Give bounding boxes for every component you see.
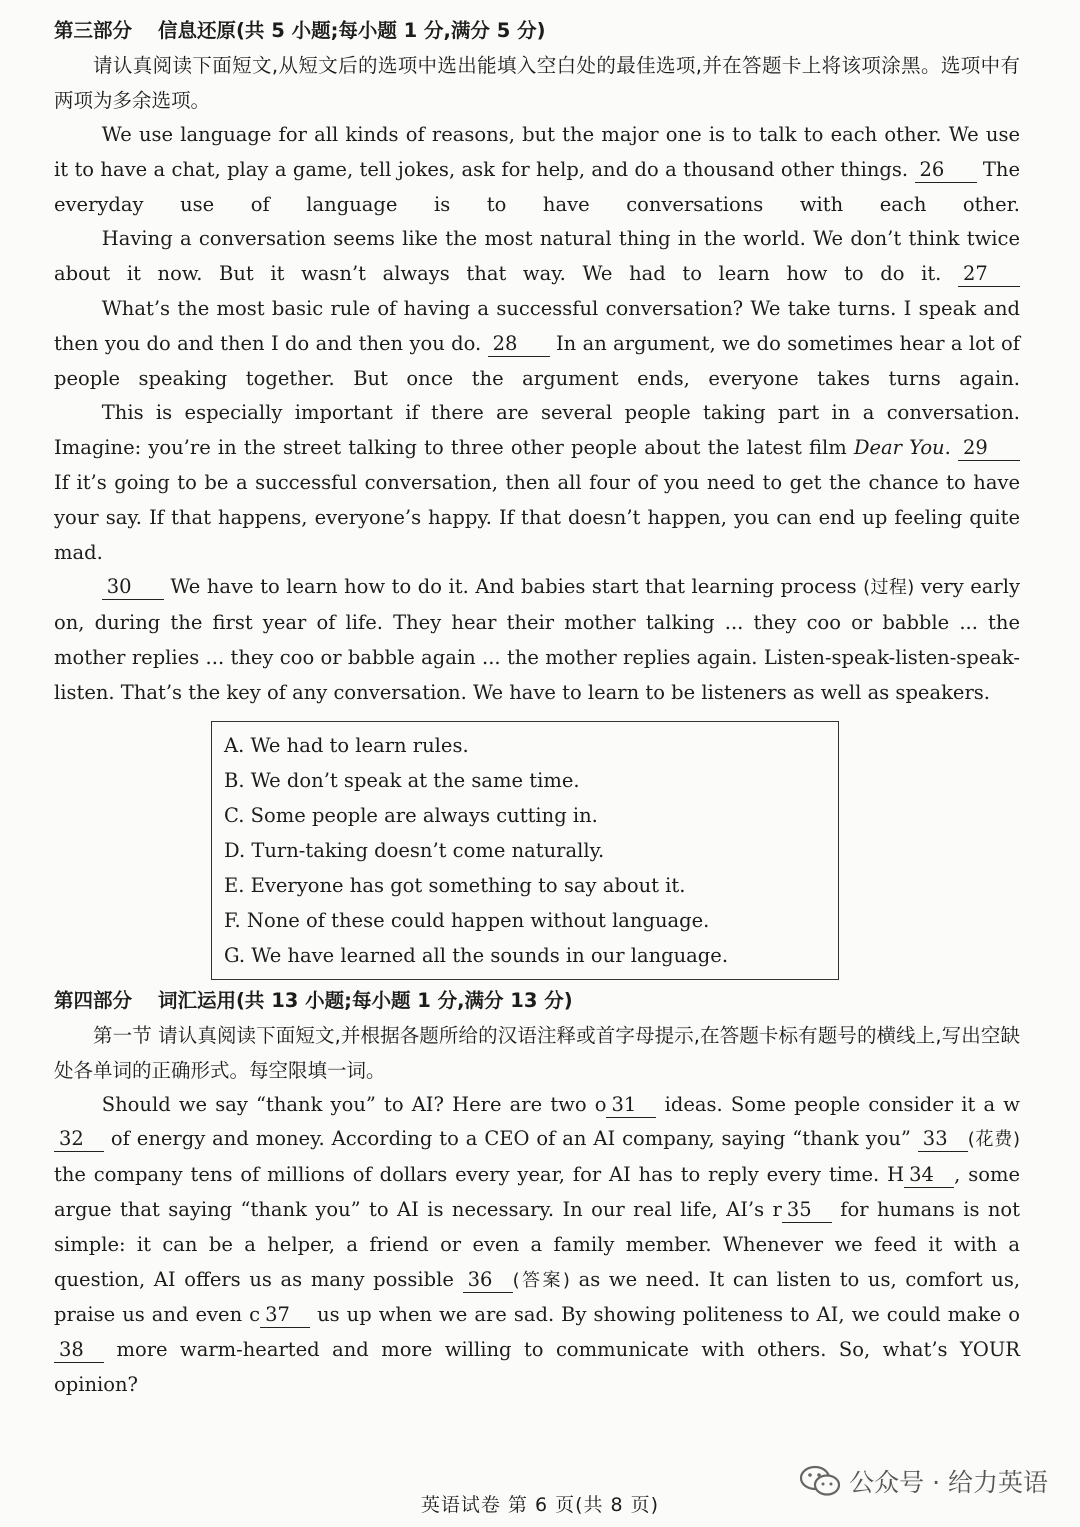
part4-passage: Should we say “thank you” to AI? Here are two o 31 ideas. Some people consider it a w32 of energy and money. According to a CEO of an AI company, saying “thank you” 33 (花费) the company tens of millions of dollars every year, for AI has to reply every time. H 34 , some argue that saying “thank you” to AI is necessary. In our real life, AI’s r 35 for humans is not simple: it can be a helper, a friend or even a family member. Whenever we feed it with a question, AI offers us as many possible 36 (答案) as we need. It can listen to us, comfort us, praise us and even c 37 us up when we are sad. By showing politeness to AI, we could make o38 more warm-hearted and more willing to communicate with others. So, what’s YOUR opinion? xyxy=(54,1092,1021,1396)
part3-title: 信息还原(共 5 小题;每小题 1 分,满分 5 分) xyxy=(158,19,546,42)
blank-31[interactable]: 31 xyxy=(606,1093,656,1118)
part4-instruction: 第一节 请认真阅读下面短文,并根据各题所给的汉语注释或首字母提示,在答题卡标有题号的横线上,写出空缺处各单词的正确形式。每空限填一词。 xyxy=(54,1023,1020,1082)
paragraph-5: 30 We have to learn how to do it. And babies start that learning process (过程) very early on, during the first year of life. They hear their mother talking ... they coo or babble ... the mother replies ... they coo or babble again ... the mother replies again. Listen-speak-listen-speak-listen. That’s the key of any conversation. We have to learn to be listeners as well as speakers. xyxy=(54,575,1020,704)
part3-heading xyxy=(54,14,1020,48)
hint-33: (花费) xyxy=(967,1129,1021,1151)
blank-30[interactable]: 30 xyxy=(102,575,164,600)
option-f: F. None of these could happen without language. xyxy=(224,908,710,932)
paragraph-4: This is especially important if there are several people taking part in a conversation. Imagine: you’re in the street talking to three other people about the latest film Dear You. 29 If it’s going to be a successful conversation, then all four of you need to get the chance to have your say. If that happens, everyone’s happy. If that doesn’t happen, you can end up feeling quite mad. xyxy=(54,401,1020,564)
blank-36[interactable]: 36 xyxy=(463,1268,513,1293)
paragraph-2: Having a conversation seems like the most natural thing in the world. We don’t think twice about it now. But it wasn’t always that way. We had to learn how to do it. 27 xyxy=(54,227,1020,286)
blank-34[interactable]: 34 xyxy=(904,1163,954,1188)
page-footer: 英语试卷 第 6 页(共 8 页) xyxy=(420,1494,660,1516)
film-title: Dear You xyxy=(853,436,945,460)
watermark-text: 公众号 · 给力英语 xyxy=(849,1468,1048,1497)
part4-title: 词汇运用(共 13 小题;每小题 1 分,满分 13 分) xyxy=(158,988,573,1012)
option-d: D. Turn-taking doesn’t come naturally. xyxy=(224,838,605,862)
blank-28[interactable]: 28 xyxy=(488,332,550,357)
blank-35[interactable]: 35 xyxy=(782,1198,832,1223)
paragraph-1: We use language for all kinds of reasons, but the major one is to talk to each other. We use it to have a chat, play a game, tell jokes, ask for help, and do a thousand other things. 26 The everyday use of language is to have conversations with each other. xyxy=(54,123,1020,216)
blank-32[interactable]: 32 xyxy=(54,1127,104,1152)
exam-page xyxy=(54,14,1020,1403)
options-box xyxy=(211,721,839,980)
hint-36: (答案) xyxy=(512,1269,570,1291)
blank-27[interactable]: 27 xyxy=(958,262,1020,287)
blank-26[interactable]: 26 xyxy=(915,158,977,183)
option-g: G. We have learned all the sounds in our language. xyxy=(224,943,729,967)
part3-label: 第三部分 xyxy=(54,19,133,42)
paragraph-3: What’s the most basic rule of having a successful conversation? We take turns. I speak and then you do and then I do and then you do. 28 In an argument, we do sometimes hear a lot of people speaking together. But once the argument ends, everyone takes turns again. xyxy=(54,296,1020,390)
option-e: E. Everyone has got something to say about it. xyxy=(224,873,686,897)
part4-label: 第四部分 xyxy=(54,988,133,1012)
blank-38[interactable]: 38 xyxy=(54,1338,104,1363)
blank-33[interactable]: 33 xyxy=(918,1127,968,1152)
blank-29[interactable]: 29 xyxy=(958,436,1020,461)
part3-instruction: 请认真阅读下面短文,从短文后的选项中选出能填入空白处的最佳选项,并在答题卡上将该项涂黑。选项中有两项为多余选项。 xyxy=(54,54,1020,112)
blank-37[interactable]: 37 xyxy=(260,1303,310,1328)
part4-heading xyxy=(54,984,1020,1018)
option-c: C. Some people are always cutting in. xyxy=(224,803,598,827)
option-a: A. We had to learn rules. xyxy=(224,733,469,757)
option-b: B. We don’t speak at the same time. xyxy=(224,768,580,792)
